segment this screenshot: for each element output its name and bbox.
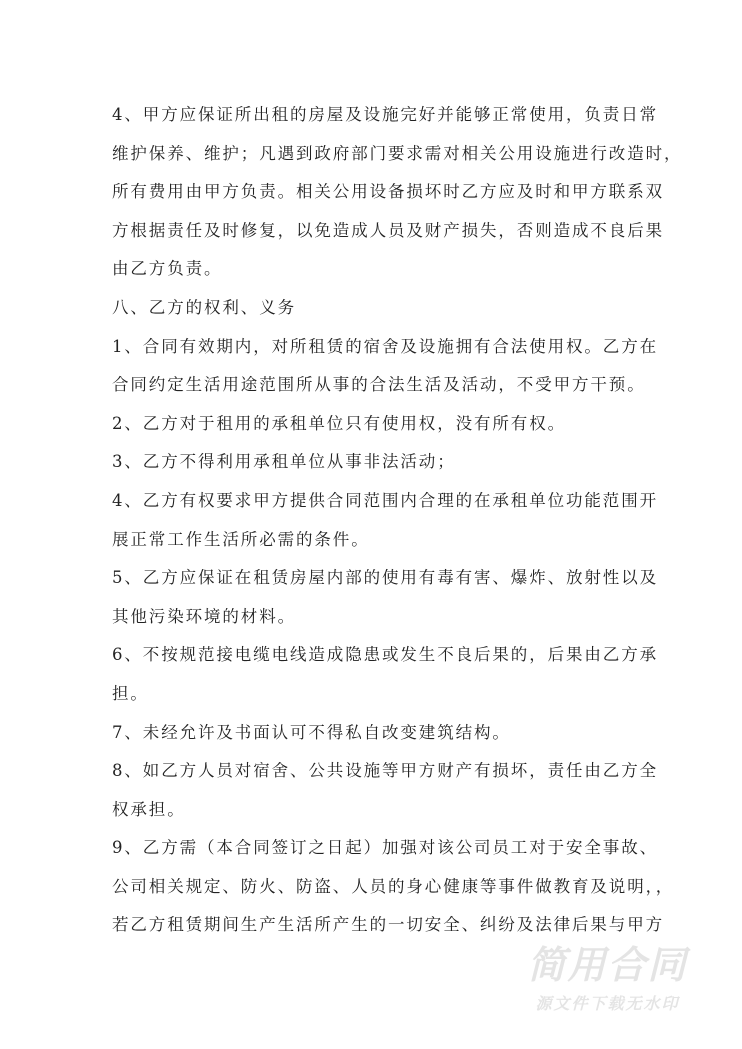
text-line: 展正常工作生活所必需的条件。 <box>112 529 370 549</box>
text-line: 由乙方负责。 <box>112 259 223 279</box>
text-line: 5、乙方应保证在租赁房屋内部的使用有毒有害、爆炸、放射性以及 <box>112 568 658 588</box>
text-line: 7、未经允许及书面认可不得私自改变建筑结构。 <box>112 722 511 742</box>
text-line: 4、甲方应保证所出租的房屋及设施完好并能够正常使用，负责日常 <box>112 105 658 124</box>
text-line: 担。 <box>112 683 149 703</box>
text-line: 合同约定生活用途范围所从事的合法生活及活动，不受甲方干预。 <box>112 375 646 395</box>
text-line: 若乙方租赁期间生产生活所产生的一切安全、纠纷及法律后果与甲方 <box>112 915 664 935</box>
text-line: 公司相关规定、防火、防盗、人员的身心健康等事件做教育及说明，， <box>112 876 675 896</box>
text-line: 3、乙方不得利用承租单位从事非法活动； <box>112 452 456 472</box>
watermark-sub-text: 源文件下载无水印 <box>535 994 680 1013</box>
text-line: 权承担。 <box>112 799 186 819</box>
text-line: 维护保养、维护；凡遇到政府部门要求需对相关公用设施进行改造时， <box>112 143 683 163</box>
text-line: 所有费用由甲方负责。相关公用设备损坏时乙方应及时和甲方联系双 <box>112 182 664 202</box>
text-line: 1、合同有效期内，对所租赁的宿舍及设施拥有合法使用权。乙方在 <box>112 336 658 356</box>
text-line: 其他污染环境的材料。 <box>112 606 296 626</box>
text-line: 6、不按规范接电缆电线造成隐患或发生不良后果的，后果由乙方承 <box>112 645 658 665</box>
text-line: 8、如乙方人员对宿舍、公共设施等甲方财产有损坏，责任由乙方全 <box>112 761 658 781</box>
watermark <box>520 942 695 1016</box>
text-line: 9、乙方需（本合同签订之日起）加强对该公司员工对于安全事故、 <box>112 838 658 858</box>
text-line: 4、乙方有权要求甲方提供合同范围内合理的在承租单位功能范围开 <box>112 490 658 510</box>
text-line: 方根据责任及时修复，以免造成人员及财产损失，否则造成不良后果 <box>112 220 664 240</box>
section-heading: 八、乙方的权利、义务 <box>112 297 296 317</box>
document-body <box>112 96 683 945</box>
watermark-main-text: 简用合同 <box>527 943 688 987</box>
text-line: 2、乙方对于租用的承租单位只有使用权，没有所有权。 <box>112 413 566 433</box>
